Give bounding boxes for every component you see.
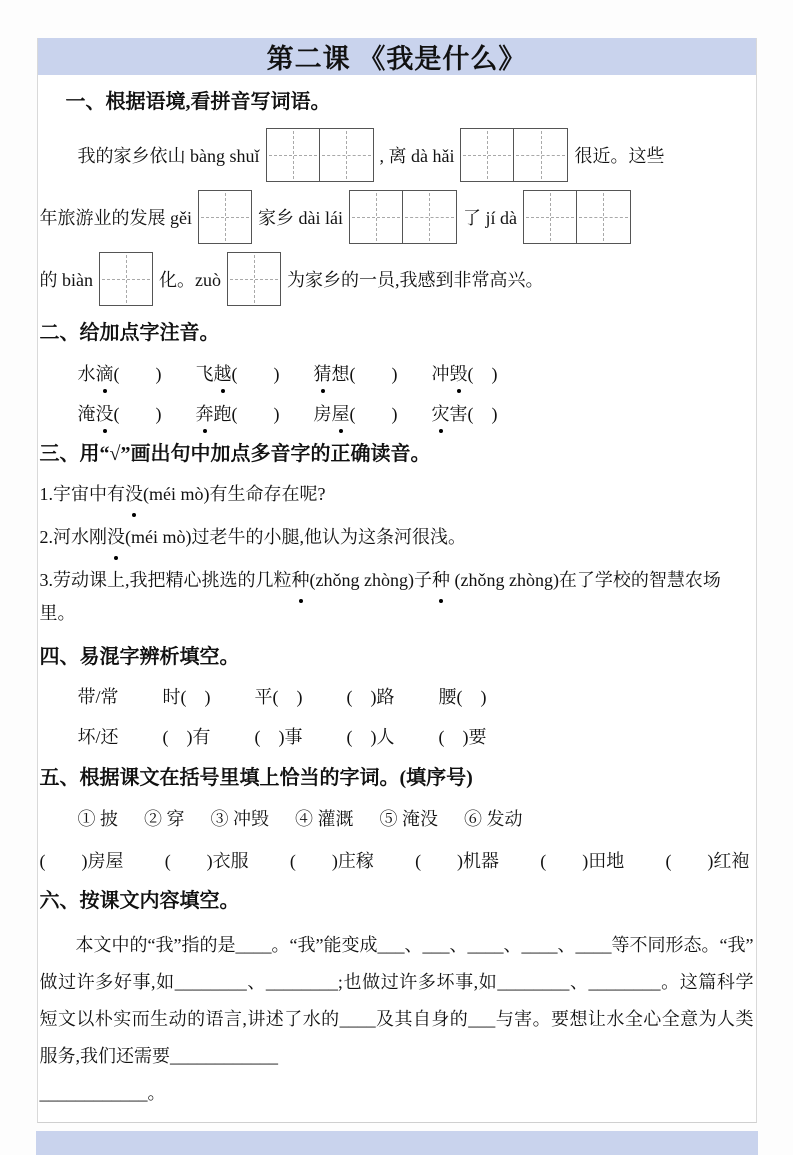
section-annotate-pinyin (40, 320, 754, 427)
answer-bracket: ( ) (231, 364, 280, 384)
dotted-char: 毁 (450, 361, 468, 387)
writing-box-group (523, 190, 631, 244)
title-bar (38, 38, 756, 75)
word-text: 淹 (77, 404, 96, 424)
character-box (460, 128, 514, 182)
character-box (227, 252, 281, 306)
character-box (266, 128, 320, 182)
answer-bracket: ( ) (467, 364, 498, 384)
dotted-char: 奔 (196, 401, 214, 427)
answer-bracket: ( ) (231, 404, 280, 424)
writing-box-group (99, 252, 153, 306)
answer-bracket: ( ) (113, 404, 162, 424)
word-text: 飞 (195, 364, 214, 384)
word-text: 水 (77, 364, 96, 384)
blank-item: ( )庄稼 (289, 851, 374, 871)
dotted-char: 种 (432, 564, 450, 597)
fill-paragraph: 本文中的“我”指的是____。“我”能变成___、___、____、____、____等不同形态。“我” 做过许多好事,如________、________;也做过许多坏事,如________、________。这篇科学短文以朴实而生动的语言,讲述了水的____及其自身的___与害。要想让水全心全意为人类服务,我们还需要____________ (39, 935, 754, 1066)
word-option: ④ 灌溉 (295, 809, 354, 829)
section-text-fill (40, 888, 754, 1112)
fill-paragraph-tail: ____________。 (39, 1083, 166, 1103)
sentence-text: (zhǒng zhòng)子 (309, 570, 432, 590)
writing-box-group (198, 190, 252, 244)
sentence-text: 3.劳动课上,我把精心挑选的几粒 (39, 570, 292, 590)
sentence-item-1 (40, 478, 754, 511)
word-option: ① 披 (77, 809, 118, 829)
fill-item: ( )有 (162, 727, 211, 747)
word-item (78, 361, 162, 387)
dotted-char: 越 (214, 361, 232, 387)
section-pinyin-words (40, 89, 754, 306)
dotted-char: 没 (107, 521, 125, 554)
character-box (523, 190, 577, 244)
sentence-text: (méi mò)过老牛的小腿,他认为这条河很浅。 (125, 527, 466, 547)
section-polyphone-choice (40, 441, 754, 630)
dotted-char: 没 (125, 478, 143, 511)
writing-box-group (266, 128, 374, 182)
confusable-row-1 (40, 683, 754, 711)
character-box (320, 128, 374, 182)
word-option: ② 穿 (144, 809, 185, 829)
sentence-text: 2.河水刚 (39, 527, 107, 547)
word-options-row (40, 806, 754, 832)
word-option: ⑥ 发动 (464, 809, 523, 829)
fill-item: 腰( ) (438, 687, 487, 707)
writing-box-group (349, 190, 457, 244)
answer-bracket: ( ) (113, 364, 162, 384)
sentence-text: 1.宇宙中有 (39, 484, 125, 504)
word-text: 跑 (213, 404, 232, 424)
section2-heading: 二、给加点字注音。 (39, 322, 220, 344)
answer-bracket: ( ) (349, 364, 398, 384)
word-text: 房 (313, 404, 332, 424)
pinyin-line-2 (40, 190, 754, 244)
word-option: ③ 冲毁 (210, 809, 269, 829)
character-box (198, 190, 252, 244)
section-confusable-chars (40, 644, 754, 751)
blank-item: ( )田地 (540, 851, 625, 871)
sentence-item-3 (40, 564, 754, 630)
fill-item: 时( ) (162, 687, 211, 707)
dotted-char: 没 (96, 401, 114, 427)
section5-heading: 五、根据课文在括号里填上恰当的字词。(填序号) (39, 767, 473, 789)
fill-item: ( )事 (254, 727, 303, 747)
word-text: 害 (449, 404, 468, 424)
word-item (314, 361, 398, 387)
line-text: 为家乡的一员,我感到非常高兴。 (287, 270, 544, 290)
sentence-text: (zhǒng zhòng)在了学校的智慧农场里。 (39, 570, 721, 623)
blank-item: ( )红袍 (665, 851, 750, 871)
character-box (349, 190, 403, 244)
character-box (403, 190, 457, 244)
word-item (432, 401, 498, 427)
pinyin-line-3 (40, 252, 754, 306)
dotted-char: 灾 (432, 401, 450, 427)
page-title: 第二课 《我是什么》 (266, 44, 527, 74)
line-text: 很近。这些 (574, 146, 665, 166)
next-page-title-bar (36, 1131, 758, 1155)
answer-bracket: ( ) (349, 404, 398, 424)
dotted-char: 滴 (96, 361, 114, 387)
word-item (78, 401, 162, 427)
pinyin-line-1 (40, 128, 754, 182)
dotted-char: 屋 (332, 401, 350, 427)
fill-item: 平( ) (254, 687, 303, 707)
word-item (432, 361, 498, 387)
section-choose-words (40, 765, 754, 874)
dotted-char: 猜 (314, 361, 332, 387)
fill-item: ( )路 (346, 687, 395, 707)
word-option: ⑤ 淹没 (379, 809, 438, 829)
annotation-row-1 (40, 361, 754, 387)
section6-heading: 六、按课文内容填空。 (39, 890, 240, 912)
word-item (196, 361, 280, 387)
word-text: 冲 (431, 364, 450, 384)
answer-bracket: ( ) (467, 404, 498, 424)
blank-item: ( )衣服 (164, 851, 249, 871)
fill-item: ( )要 (438, 727, 487, 747)
word-item (314, 401, 398, 427)
dotted-char: 种 (292, 564, 310, 597)
sentence-text: (méi mò)有生命存在呢? (143, 484, 326, 504)
character-box (99, 252, 153, 306)
character-box (577, 190, 631, 244)
sentence-item-2 (40, 521, 754, 554)
section3-heading: 三、用“√”画出句中加点多音字的正确读音。 (39, 443, 431, 465)
fill-item: ( )人 (346, 727, 395, 747)
writing-box-group (460, 128, 568, 182)
section4-heading: 四、易混字辨析填空。 (39, 646, 240, 668)
blank-item: ( )房屋 (39, 851, 124, 871)
annotation-row-2 (40, 401, 754, 427)
confusable-row-2 (40, 723, 754, 751)
line-text: 了 jí dà (462, 208, 517, 228)
character-box (514, 128, 568, 182)
char-pair-label: 坏/还 (77, 727, 119, 747)
line-text: , 离 dà hǎi (379, 146, 455, 166)
worksheet-page (37, 38, 757, 1123)
line-text: 我的家乡依山 bàng shuǐ (77, 146, 260, 166)
line-text: 年旅游业的发展 gěi (39, 208, 192, 228)
line-text: 家乡 dài lái (258, 208, 343, 228)
word-item (196, 401, 280, 427)
line-text: 的 biàn (39, 270, 93, 290)
section1-heading: 一、根据语境,看拼音写词语。 (65, 91, 331, 113)
line-text: 化。zuò (159, 270, 221, 290)
blank-item: ( )机器 (415, 851, 500, 871)
writing-box-group (227, 252, 281, 306)
word-blanks-row (40, 848, 754, 874)
worksheet-content (38, 89, 756, 1122)
char-pair-label: 带/常 (77, 687, 119, 707)
word-text: 想 (331, 364, 350, 384)
